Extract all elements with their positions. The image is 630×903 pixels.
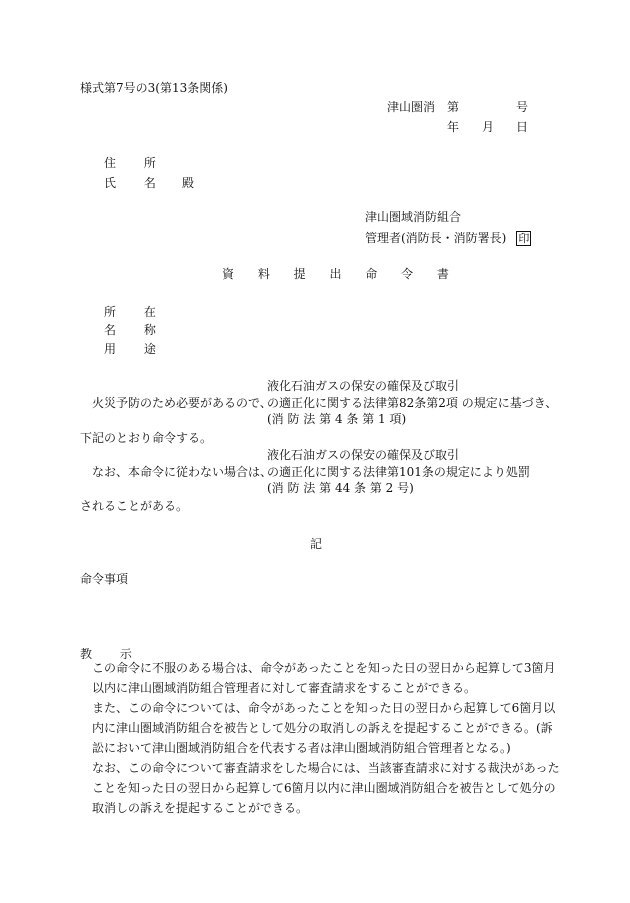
target-use-label: 用 途 [104,342,168,356]
para2-law-bottom: (消 防 法 第 44 条 第 2 号) [267,481,414,495]
document-title: 資 料 提 出 命 令 書 [222,267,459,281]
para1-law-bottom: (消 防 法 第 4 条 第 1 項) [267,412,407,426]
name-label: 氏 名 [104,176,168,190]
form-number: 様式第7号の3(第13条関係) [80,81,228,95]
date-day: 日 [516,120,529,134]
para2-left: なお、本命令に従わない場合は、 [92,465,273,479]
doc-office: 津山圏消 [387,100,436,114]
date-month: 月 [482,120,495,134]
date-year: 年 [447,120,460,134]
instruction-heading: 教 示 [80,647,144,661]
issuer-title-text: 管理者(消防長・消防署長) [365,231,507,245]
seal-mark: 印 [518,232,530,245]
address-label: 住 所 [104,156,168,170]
doc-dai: 第 [447,100,460,114]
para2-law-top: 液化石油ガスの保安の確保及び取引 [267,448,460,462]
instruction-p3: なお、この命令について審査請求をした場合には、当該審査請求に対する裁決があったことを知った日の翌日から起算して6箇月以内に津山圏域消防組合を被告として処分の取消しの訴えを提起することができる。 [92,761,560,815]
para1-left: 火災予防のため必要があるので、 [92,396,272,410]
para1-cont: 下記のとおり命令する。 [80,431,213,445]
para2-cont: されることがある。 [80,499,189,513]
para2-law-mid: の適正化に関する法律第101条の規定により処罰 [267,465,530,479]
para1-law-top: 液化石油ガスの保安の確保及び取引 [267,379,460,393]
instruction-p1: この命令に不服のある場合は、命令があったことを知った日の翌日から起算して3箇月以内に津山圏域消防組合管理者に対して審査請求をすることができる。 [92,661,556,695]
target-location-label: 所 在 [104,305,168,319]
doc-go: 号 [516,100,529,114]
target-name-label: 名 称 [104,323,168,337]
para1-law-mid: の適正化に関する法律第82条第2項 の規定に基づき、 [267,396,558,410]
instruction-p2: また、この命令については、命令があったことを知った日の翌日から起算して6箇月以内に津山圏域消防組合を被告として処分の取消しの訴えを提起することができる。(訴訟において津山圏域消防組合を代表する者は津山圏域消防組合管理者となる。) [92,701,556,755]
issuer-org: 津山圏域消防組合 [365,210,462,224]
honorific: 殿 [182,176,195,190]
issuer-title [365,231,531,246]
ki-heading: 記 [310,537,323,551]
order-items-label: 命令事項 [80,572,129,586]
